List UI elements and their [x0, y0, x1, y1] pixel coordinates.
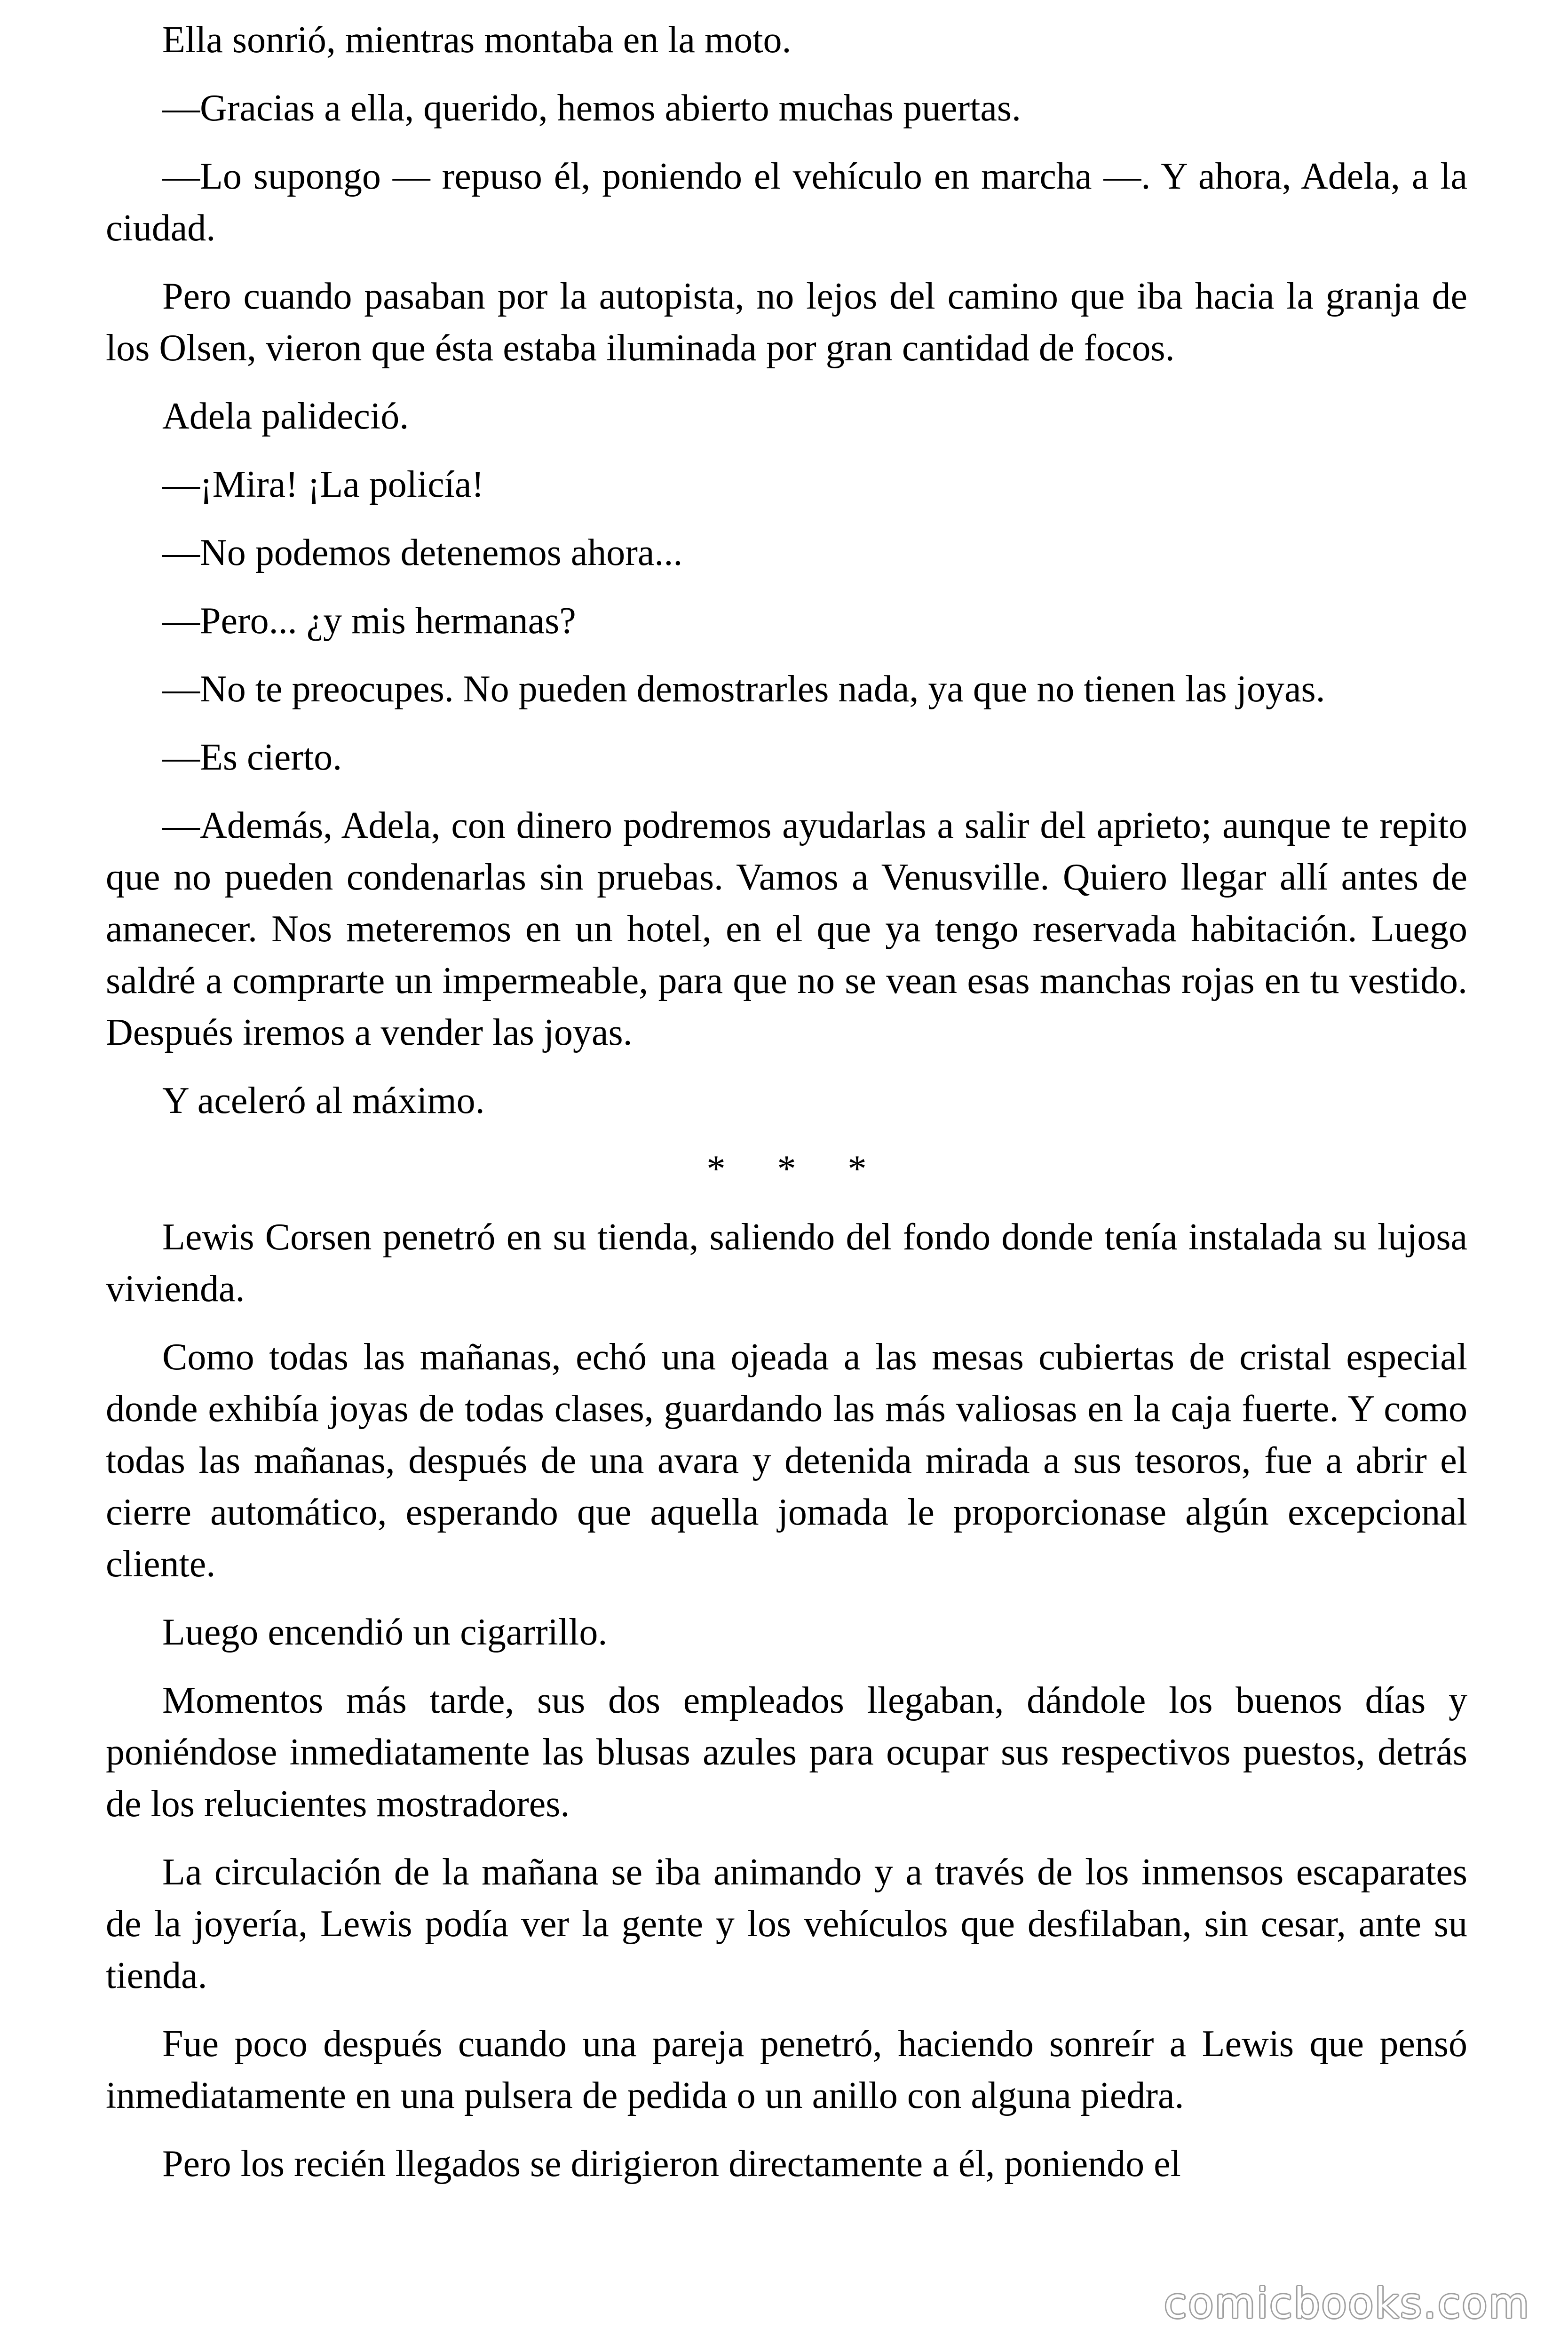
paragraph: Y aceleró al máximo.: [162, 1080, 485, 1121]
dialogue-paragraph: —Gracias a ella, querido, hemos abierto muchas puertas.: [162, 87, 1022, 129]
dialogue-paragraph: —Lo supongo — repuso él, poniendo el vehículo en marcha —. Y ahora, Adela, a la ciudad.: [106, 156, 1467, 249]
paragraph: Ella sonrió, mientras montaba en la moto.: [162, 19, 792, 61]
dialogue-paragraph: —Es cierto.: [162, 737, 342, 778]
watermark: comicbooks.com: [1164, 2279, 1530, 2328]
paragraph: Adela palideció.: [162, 396, 409, 437]
paragraph: Fue poco después cuando una pareja penetró, haciendo sonreír a Lewis que pensó inmediatamente en una pulsera de pedida o un anillo con alguna piedra.: [106, 2023, 1467, 2116]
dialogue-paragraph: —No te preocupes. No pueden demostrarles nada, ya que no tienen las joyas.: [162, 668, 1325, 710]
dialogue-paragraph: —Pero... ¿y mis hermanas?: [162, 600, 576, 642]
paragraph: Momentos más tarde, sus dos empleados llegaban, dándole los buenos días y poniéndose inmediatamente las blusas azules para ocupar sus respectivos puestos, detrás de los relucientes mostradores.: [106, 1680, 1467, 1825]
paragraph: La circulación de la mañana se iba animando y a través de los inmensos escaparates de la joyería, Lewis podía ver la gente y los vehículos que desfilaban, sin cesar, ante su tienda.: [106, 1851, 1467, 1996]
dialogue-paragraph: —¡Mira! ¡La policía!: [162, 464, 484, 505]
dialogue-paragraph: —Además, Adela, con dinero podremos ayudarlas a salir del aprieto; aunque te repito que no pueden condenarlas sin pruebas. Vamos a Venusville. Quiero llegar allí antes de amanecer. Nos meteremos en un hotel, en el que ya tengo reservada habitación. Luego saldré a comprarte un impermeable, para que no se vean esas manchas rojas en tu vestido. Después iremos a vender las joyas.: [106, 805, 1467, 1053]
paragraph: Pero los recién llegados se dirigieron directamente a él, poniendo el: [162, 2143, 1181, 2185]
paragraph: Pero cuando pasaban por la autopista, no lejos del camino que iba hacia la granja de los Olsen, vieron que ésta estaba iluminada por gran cantidad de focos.: [106, 276, 1467, 369]
paragraph: Como todas las mañanas, echó una ojeada a las mesas cubiertas de cristal especial donde exhibía joyas de todas clases, guardando las más valiosas en la caja fuerte. Y como todas las mañanas, después de una avara y detenida mirada a sus tesoros, fue a abrir el cierre automático, esperando que aquella jomada le proporcionase algún excepcional cliente.: [106, 1336, 1467, 1585]
book-page: [106, 14, 1467, 2206]
section-separator: * * *: [706, 1148, 867, 1190]
dialogue-paragraph: —No podemos detenemos ahora...: [162, 532, 683, 573]
paragraph: Lewis Corsen penetró en su tienda, saliendo del fondo donde tenía instalada su lujosa vivienda.: [106, 1216, 1467, 1310]
paragraph: Luego encendió un cigarrillo.: [162, 1612, 608, 1653]
